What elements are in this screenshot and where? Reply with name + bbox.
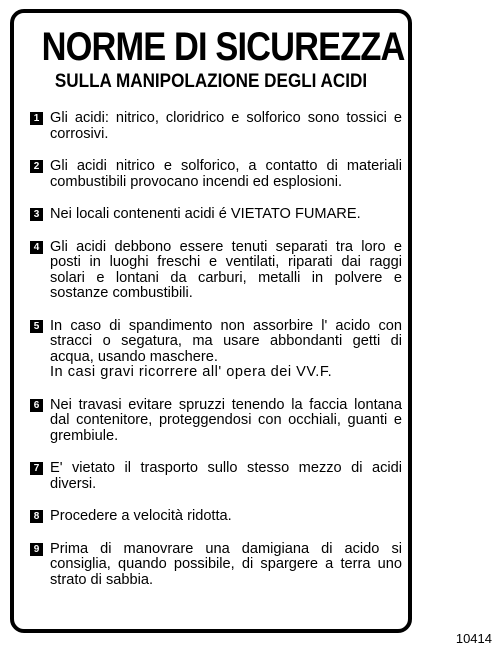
rule-item: [30, 509, 402, 525]
rule-number-badge: 7: [30, 462, 43, 475]
rule-item: [30, 398, 402, 445]
rule-number-badge: 9: [30, 543, 43, 556]
rule-text: Nei locali contenenti acidi é VIETATO FUMARE.: [50, 206, 361, 222]
rule-item: [30, 207, 402, 223]
sign-title: NORME DI SICUREZZA: [41, 25, 405, 69]
rule-text: Gli acidi: nitrico, cloridrico e solforico sono tossici e corrosivi.: [50, 110, 402, 142]
rule-extra-text: In casi gravi ricorrere all' opera dei VV.F.: [50, 364, 333, 380]
rule-item: [30, 240, 402, 302]
rule-number-badge: 5: [30, 320, 43, 333]
rule-text: Procedere a velocità ridotta.: [50, 508, 232, 524]
product-code: 10414: [455, 631, 492, 646]
rule-item: [30, 542, 402, 589]
rule-text: Prima di manovrare una damigiana di acido si consiglia, quando possibile, di spargere a terra uno strato di sabbia.: [50, 540, 402, 588]
rule-text: In caso di spandimento non assorbire l' acido con stracci o segatura, ma usare abbondanti getti di acqua, usando maschere.: [50, 317, 402, 365]
sign-subtitle: SULLA MANIPOLAZIONE DEGLI ACIDI: [54, 71, 368, 92]
rule-item: [30, 461, 402, 492]
rule-number-badge: 1: [30, 112, 43, 125]
rule-item: [30, 111, 402, 142]
safety-sign: [10, 9, 412, 633]
rule-number-badge: 4: [30, 241, 43, 254]
rule-text: E' vietato il trasporto sullo stesso mezzo di acidi diversi.: [50, 460, 402, 492]
rule-number-badge: 8: [30, 510, 43, 523]
rule-text: Nei travasi evitare spruzzi tenendo la faccia lontana dal contenitore, proteggendosi con occhiali, guanti e grembiule.: [50, 396, 402, 444]
rule-item: [30, 319, 402, 381]
rule-item: [30, 159, 402, 190]
rule-number-badge: 2: [30, 160, 43, 173]
rules-list: [30, 111, 402, 605]
rule-number-badge: 3: [30, 208, 43, 221]
rule-text: Gli acidi debbono essere tenuti separati tra loro e posti in luoghi freschi e ventilati, riparati dai raggi solari e lontani da carburi, metalli in polvere e sostanze combustibili.: [50, 238, 402, 301]
rule-text: Gli acidi nitrico e solforico, a contatto di materiali combustibili provocano incendi ed esplosioni.: [50, 158, 402, 190]
rule-number-badge: 6: [30, 399, 43, 412]
